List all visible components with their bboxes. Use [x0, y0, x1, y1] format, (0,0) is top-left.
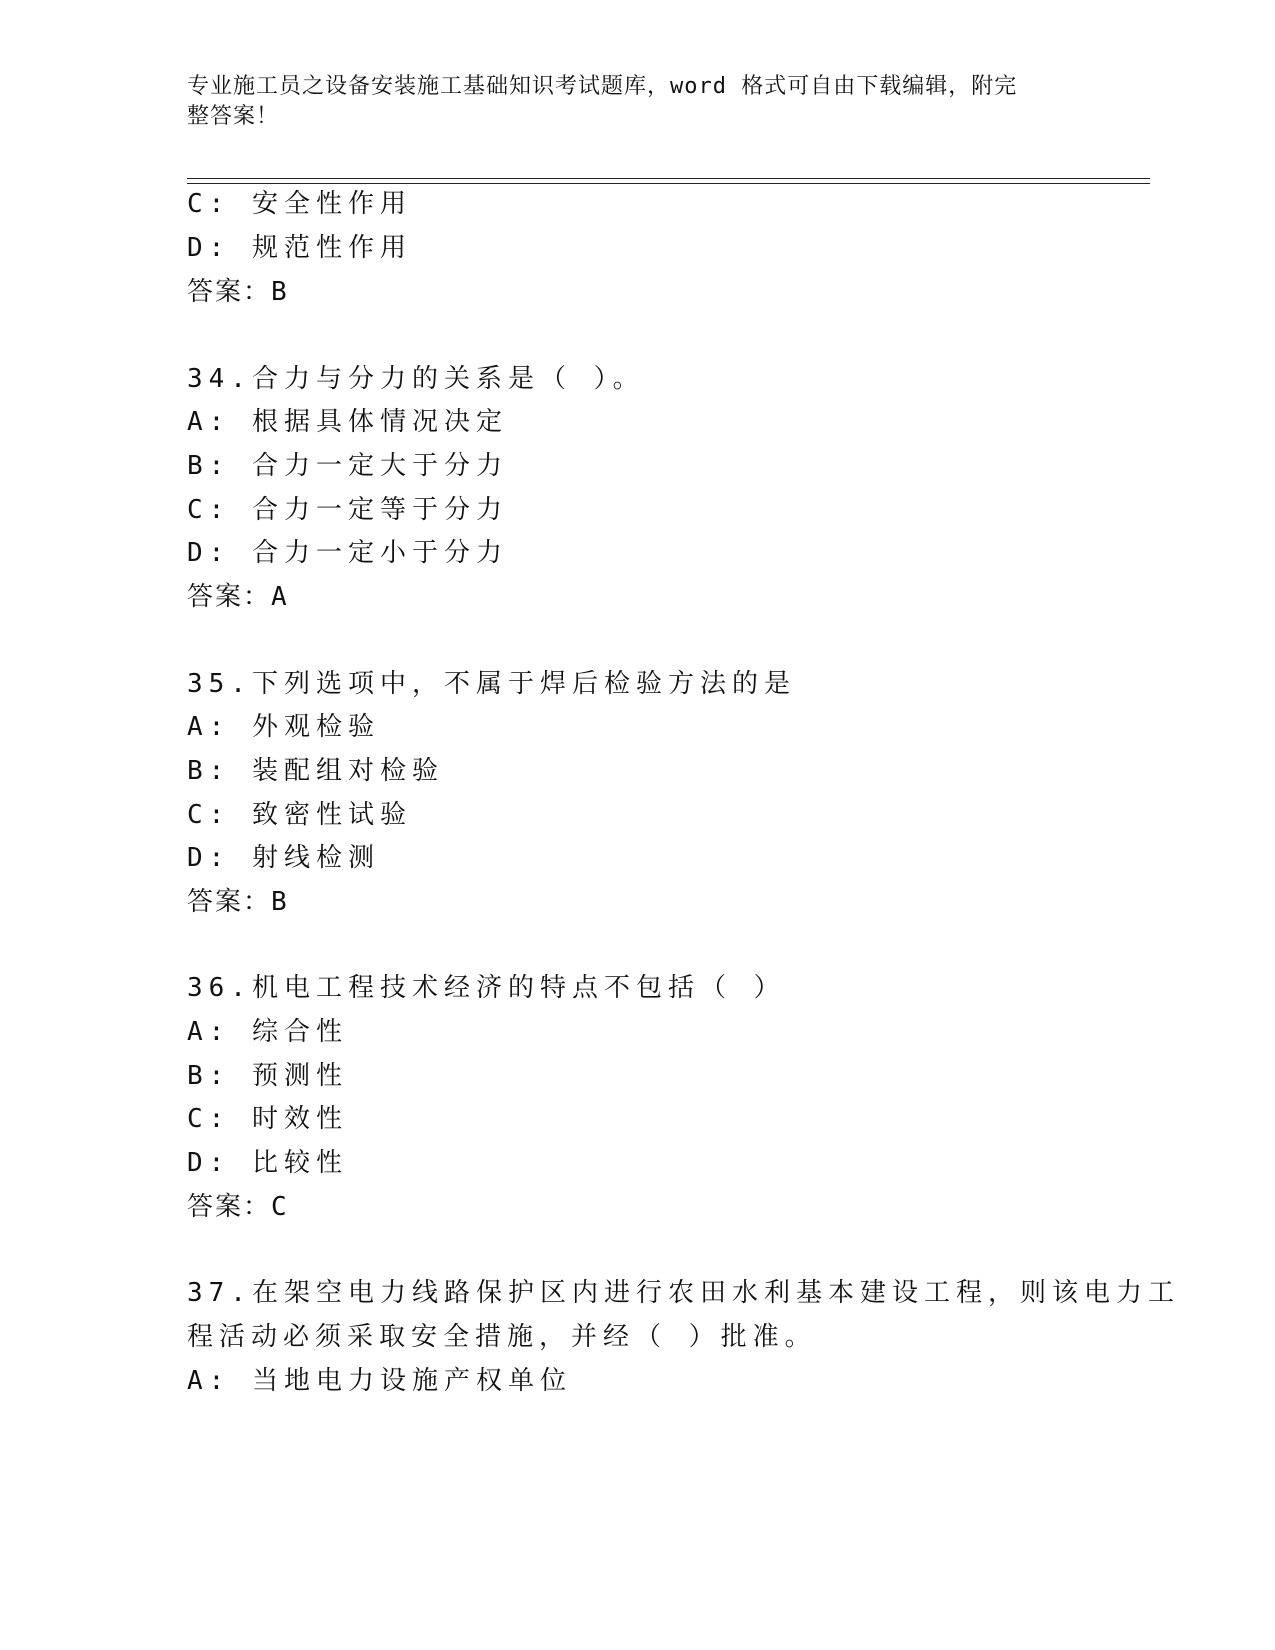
document-header — [187, 72, 1067, 132]
answer-label: 答案： — [187, 582, 272, 612]
question-stem: 35.下列选项中，不属于焊后检验方法的是 — [187, 669, 796, 699]
option-line: C: 时效性 — [187, 1104, 348, 1134]
option-line: C: 致密性试验 — [187, 800, 412, 830]
option-line: D: 合力一定小于分力 — [187, 538, 508, 568]
option-line: B: 装配组对检验 — [187, 756, 444, 786]
option-line: A: 综合性 — [187, 1017, 348, 1047]
option-line: D: 射线检测 — [187, 843, 380, 873]
answer-label: 答案： — [187, 277, 272, 307]
option-line: D: 规范性作用 — [187, 233, 412, 263]
answer-value: B — [271, 887, 289, 917]
option-line: A: 根据具体情况决定 — [187, 407, 508, 437]
header-divider-bottom — [187, 183, 1150, 184]
header-line-2: 整答案！ — [187, 104, 280, 129]
option-line: B: 预测性 — [187, 1061, 348, 1091]
answer-value: C — [271, 1192, 289, 1222]
answer-line — [187, 275, 289, 309]
question-stem-continued: 程活动必须采取安全措施，并经（ ）批准。 — [187, 1322, 817, 1352]
option-line: D: 比较性 — [187, 1148, 348, 1178]
answer-value: B — [271, 277, 289, 307]
answer-line — [187, 1190, 289, 1224]
option-line: A: 当地电力设施产权单位 — [187, 1366, 572, 1396]
option-line: C: 合力一定等于分力 — [187, 495, 508, 525]
option-line: C: 安全性作用 — [187, 189, 412, 219]
answer-line — [187, 580, 289, 614]
question-stem: 34.合力与分力的关系是（ ）。 — [187, 364, 645, 394]
option-line: A: 外观检验 — [187, 712, 380, 742]
header-divider-top — [187, 178, 1150, 179]
option-line: B: 合力一定大于分力 — [187, 451, 508, 481]
question-stem: 36.机电工程技术经济的特点不包括（ ） — [187, 973, 786, 1003]
answer-label: 答案： — [187, 1192, 272, 1222]
answer-label: 答案： — [187, 887, 272, 917]
answer-line — [187, 885, 289, 919]
question-stem: 37.在架空电力线路保护区内进行农田水利基本建设工程，则该电力工 — [187, 1278, 1180, 1308]
answer-value: A — [271, 582, 289, 612]
header-line-1: 专业施工员之设备安装施工基础知识考试题库，word 格式可自由下载编辑，附完 — [187, 74, 1018, 99]
